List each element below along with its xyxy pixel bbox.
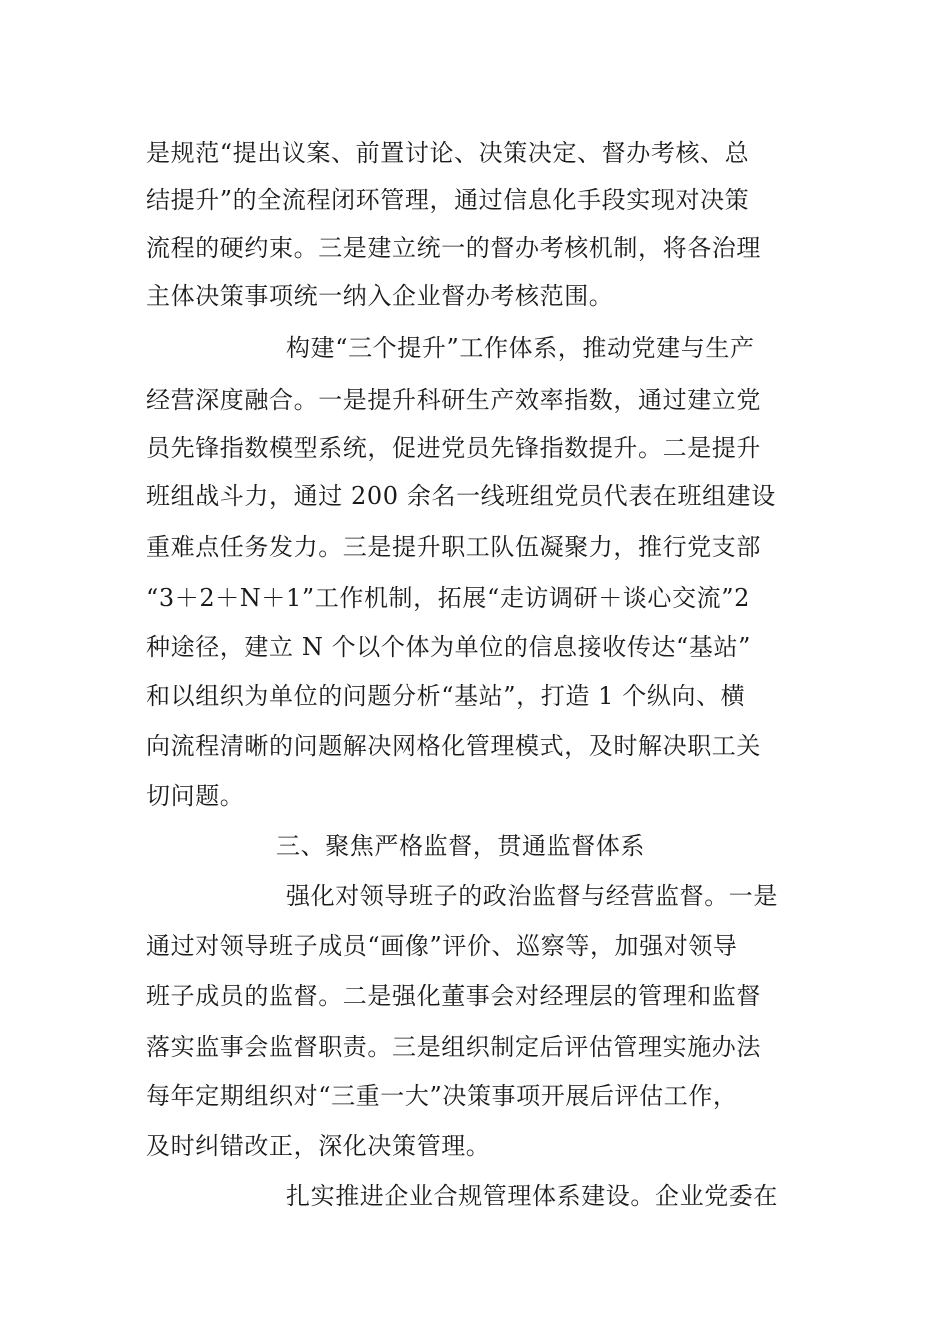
paragraph-line: 班组战斗力，通过 200 余名一线班组党员代表在班组建设 (146, 482, 776, 510)
paragraph-line: 经营深度融合。一是提升科研生产效率指数，通过建立党 (146, 386, 761, 414)
paragraph-line: 种途径，建立 N 个以个体为单位的信息接收传达“基站” (146, 633, 751, 661)
paragraph-line: 扎实推进企业合规管理体系建设。企业党委在 (286, 1182, 778, 1210)
paragraph-line: “3＋2＋N＋1”工作机制，拓展“走访调研＋谈心交流”2 (146, 584, 750, 612)
paragraph-line: 落实监事会监督职责。三是组织制定后评估管理实施办法 (146, 1033, 761, 1061)
paragraph-line: 切问题。 (146, 782, 245, 810)
paragraph-line: 及时纠错改正，深化决策管理。 (146, 1132, 491, 1160)
paragraph-line: 向流程清晰的问题解决网格化管理模式，及时解决职工关 (146, 732, 761, 760)
paragraph-line: 构建“三个提升”工作体系，推动党建与生产 (286, 334, 755, 362)
paragraph-line: 和以组织为单位的问题分析“基站”，打造 1 个纵向、横 (146, 682, 746, 710)
section-heading: 三、聚焦严格监督，贯通监督体系 (276, 832, 645, 860)
paragraph-line: 流程的硬约束。三是建立统一的督办考核机制，将各治理 (146, 234, 761, 262)
paragraph-line: 是规范“提出议案、前置讨论、决策决定、督办考核、总 (146, 139, 750, 167)
paragraph-line: 重难点任务发力。三是提升职工队伍凝聚力，推行党支部 (146, 533, 761, 561)
paragraph-line: 通过对领导班子成员“画像”评价、巡察等，加强对领导 (146, 932, 738, 960)
paragraph-line: 强化对领导班子的政治监督与经营监督。一是 (286, 882, 778, 910)
paragraph-line: 每年定期组织对“三重一大”决策事项开展后评估工作， (146, 1082, 738, 1110)
paragraph-line: 班子成员的监督。二是强化董事会对经理层的管理和监督 (146, 982, 761, 1010)
paragraph-line: 主体决策事项统一纳入企业督办考核范围。 (146, 282, 614, 310)
paragraph-line: 员先锋指数模型系统，促进党员先锋指数提升。二是提升 (146, 434, 761, 462)
paragraph-line: 结提升”的全流程闭环管理，通过信息化手段实现对决策 (146, 186, 750, 214)
